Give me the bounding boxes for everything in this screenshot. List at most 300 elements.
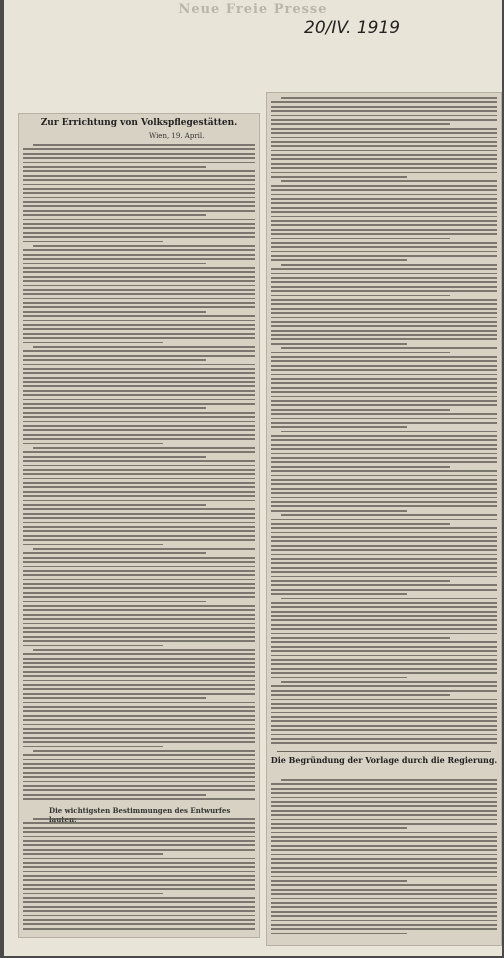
text-line [271,435,497,437]
text-line [271,466,450,468]
text-line [271,317,497,319]
text-line [23,862,255,864]
text-line [23,495,255,497]
text-line [271,690,497,692]
text-line [23,544,163,546]
text-line [281,598,497,600]
text-line [271,391,497,393]
text-line [271,369,497,371]
text-line [23,737,255,739]
text-line [271,176,407,178]
text-line [271,536,497,538]
text-line [281,681,497,683]
text-line [271,685,497,687]
text-line [271,633,497,635]
text-line [271,378,497,380]
text-line [23,249,255,251]
text-line [23,315,255,317]
text-line [271,229,497,231]
text-line [23,759,255,761]
text-line [23,671,255,673]
text-line [23,214,206,216]
text-line [23,928,255,930]
text-line [23,552,206,554]
text-line [281,264,497,266]
text-line [23,148,255,150]
text-line [23,618,255,620]
text-line [23,425,255,427]
text-line [23,500,255,502]
text-line [23,693,255,695]
text-line [271,475,497,477]
text-line [23,491,255,493]
text-line [271,915,497,917]
text-line [271,198,497,200]
text-line [271,492,497,494]
text-line [23,893,163,895]
text-line [271,330,497,332]
left-section-heading: Die wichtigsten Bestimmungen des Entwurfes [49,806,231,815]
text-line [23,901,255,903]
text-line [271,365,497,367]
text-line [271,867,497,869]
text-line [271,725,497,727]
text-line [281,514,497,516]
text-line [271,400,497,402]
text-line [271,461,497,463]
text-line [23,710,255,712]
text-line [271,788,497,790]
text-line [271,884,497,886]
text-line [23,508,255,510]
text-line [271,734,497,736]
text-line [23,254,255,256]
text-line [23,919,255,921]
text-line [23,923,255,925]
text-line [23,662,255,664]
text-line [23,570,255,572]
text-line [271,606,497,608]
text-line [271,832,497,834]
text-line [23,478,255,480]
text-line [271,220,497,222]
text-line [23,557,255,559]
text-line [271,580,450,582]
text-line [23,385,255,387]
text-line [23,776,255,778]
text-line [271,545,497,547]
text-line [23,175,255,177]
text-line [271,382,497,384]
text-line [271,659,497,661]
text-line [23,320,255,322]
text-line [23,897,255,899]
masthead: Neue Freie Presse [178,2,328,17]
text-line [23,192,255,194]
text-line [271,849,497,851]
text-line [23,438,255,440]
text-line [23,539,255,541]
text-line [271,933,407,935]
text-line [271,862,497,864]
text-line [23,486,255,488]
text-line [271,641,497,643]
text-line [271,729,497,731]
text-line [271,924,497,926]
text-line [23,702,255,704]
text-line [23,535,255,537]
left-body-text-block-2 [19,818,259,932]
text-line [23,915,255,917]
text-line [23,504,206,506]
text-line [271,396,497,398]
text-line [23,311,206,313]
text-line [23,328,255,330]
text-line [271,251,497,253]
text-line [271,712,497,714]
text-line [271,246,497,248]
text-line [271,716,497,718]
text-line [23,530,255,532]
text-line [271,145,497,147]
text-line [271,334,497,336]
text-line [23,746,163,748]
text-line [271,418,497,420]
text-line [23,460,255,462]
text-line [23,587,255,589]
text-line [271,827,407,829]
right-body-text-block-2 [267,779,501,937]
text-line [23,381,255,383]
text-line [271,497,497,499]
text-line [23,623,255,625]
text-line [271,233,497,235]
text-line [271,562,497,564]
text-line [23,798,255,800]
text-line [23,666,255,668]
text-line [271,303,497,305]
text-line [23,724,255,726]
text-line [271,880,407,882]
text-line [271,448,497,450]
text-line [23,888,255,890]
text-line [271,154,497,156]
text-line [23,858,255,860]
text-line [271,101,497,103]
text-line [271,426,407,428]
text-line [23,767,255,769]
text-line [23,574,255,576]
text-line [23,263,206,265]
text-line [23,364,255,366]
text-line [271,479,497,481]
text-line [271,123,450,125]
text-line [23,592,255,594]
text-line [271,792,497,794]
text-line [271,549,497,551]
text-line [271,663,497,665]
text-line [271,413,497,415]
text-line [23,412,255,414]
text-line [23,236,255,238]
text-line [23,871,255,873]
newspaper-clipping-sheet [4,0,502,956]
text-line [23,684,255,686]
text-line [271,167,497,169]
text-line [271,694,450,696]
text-line [271,207,497,209]
text-line [271,858,497,860]
text-line [23,421,255,423]
text-line [23,675,255,677]
text-line [271,928,497,930]
text-line [23,258,255,260]
left-body-text-block-1 [19,144,259,803]
text-line [23,157,255,159]
text-line [271,299,497,301]
text-line [271,422,497,424]
text-line [23,517,255,519]
handwritten-date: 20/IV. 1919 [304,18,401,38]
text-line [271,668,497,670]
text-line [23,359,206,361]
text-line [23,482,255,484]
text-line [271,444,497,446]
text-line [23,741,255,743]
text-line [23,719,255,721]
text-line [271,876,497,878]
text-line [271,312,497,314]
text-line [271,356,497,358]
text-line [23,785,255,787]
text-line [23,306,255,308]
text-line [23,906,255,908]
text-line [23,653,255,655]
text-line [23,372,255,374]
text-line [271,352,450,354]
text-line [23,789,255,791]
text-line [271,439,497,441]
text-line [271,650,497,652]
text-line [23,166,206,168]
text-line [271,510,407,512]
text-line [23,884,255,886]
text-line [271,238,450,240]
text-line [23,728,255,730]
text-line [33,144,255,146]
text-line [23,416,255,418]
text-line [271,920,497,922]
text-line [271,532,497,534]
text-line [23,697,206,699]
text-line [271,374,497,376]
text-line [271,106,497,108]
text-line [23,910,255,912]
text-line [23,754,255,756]
text-line [271,619,497,621]
text-line [23,658,255,660]
text-line [271,672,497,674]
text-line [271,255,497,257]
text-line [271,488,497,490]
text-line [281,431,497,433]
text-line [23,276,255,278]
text-line [271,637,450,639]
text-line [23,526,255,528]
text-line [23,407,206,409]
text-line [33,548,255,550]
text-line [33,447,255,449]
text-line [271,150,497,152]
text-line [271,783,497,785]
text-line [33,346,255,348]
text-line [271,286,497,288]
text-line [23,680,255,682]
text-line [281,779,497,781]
text-line [23,377,255,379]
text-line [23,879,255,881]
text-line [23,614,255,616]
text-line [271,483,497,485]
text-line [23,836,255,838]
text-line [271,814,497,816]
text-line [23,566,255,568]
text-line [271,259,407,261]
text-line [271,810,497,812]
text-line [23,337,255,339]
text-line [271,273,497,275]
text-line [23,849,255,851]
text-line [271,602,497,604]
text-line [23,271,255,273]
text-line [23,522,255,524]
text-line [23,355,255,357]
text-line [23,219,255,221]
text-line [271,409,450,411]
text-line [271,470,497,472]
text-line [271,290,497,292]
text-line [23,853,163,855]
text-line [271,295,450,297]
text-line [271,141,497,143]
text-line [271,242,497,244]
text-line [23,201,255,203]
text-line [271,216,497,218]
text-line [271,611,497,613]
text-line [271,110,497,112]
text-line [281,97,497,99]
text-line [23,280,255,282]
text-line [23,831,255,833]
text-line [271,185,497,187]
text-line [271,501,497,503]
text-line [23,188,255,190]
text-line [271,707,497,709]
left-article-column [18,113,260,938]
text-line [33,818,255,820]
text-line [23,197,255,199]
text-line [271,523,450,525]
text-line [23,688,255,690]
text-line [271,158,497,160]
text-line [271,453,497,455]
text-line [271,628,497,630]
text-line [23,627,255,629]
text-line [23,596,255,598]
text-line [23,605,255,607]
text-line [271,889,497,891]
text-line [23,390,255,392]
text-line [23,241,163,243]
text-line [23,875,255,877]
text-line [23,403,255,405]
text-line [23,451,255,453]
text-line [23,469,255,471]
text-line [271,801,497,803]
text-line [271,902,497,904]
text-line [271,343,407,345]
text-line [271,624,497,626]
text-line [271,558,497,560]
text-line [271,281,497,283]
text-line [33,649,255,651]
text-line [271,589,497,591]
text-line [271,172,497,174]
text-line [23,640,255,642]
text-line [271,655,497,657]
text-line [271,338,497,340]
text-line [23,631,255,633]
text-line [271,277,497,279]
text-line [271,128,497,130]
text-line [271,211,497,213]
text-line [23,394,255,396]
text-line [23,333,255,335]
text-line [271,527,497,529]
text-line [23,579,255,581]
text-line [23,368,255,370]
text-line [271,163,497,165]
text-line [23,267,255,269]
text-line [33,750,255,752]
text-line [23,227,255,229]
left-headline: Zur Errichtung von Volkspflegestätten. [40,118,238,128]
text-line [271,571,497,573]
text-line [271,189,497,191]
text-line [23,609,255,611]
text-line [271,738,497,740]
text-line [23,465,255,467]
text-line [271,845,497,847]
text-line [271,137,497,139]
text-line [23,732,255,734]
text-line [23,822,255,824]
text-line [271,132,497,134]
text-line [271,308,497,310]
text-line [23,324,255,326]
text-line [271,519,497,521]
text-line [271,321,497,323]
text-line [23,645,163,647]
right-section-heading: Die Begründung der Vorlage durch die Regierung. [270,755,498,765]
text-line [271,325,497,327]
text-line [271,194,497,196]
text-line [23,210,255,212]
text-line [23,232,255,234]
text-line [271,554,497,556]
text-line [23,601,206,603]
text-line [271,854,497,856]
